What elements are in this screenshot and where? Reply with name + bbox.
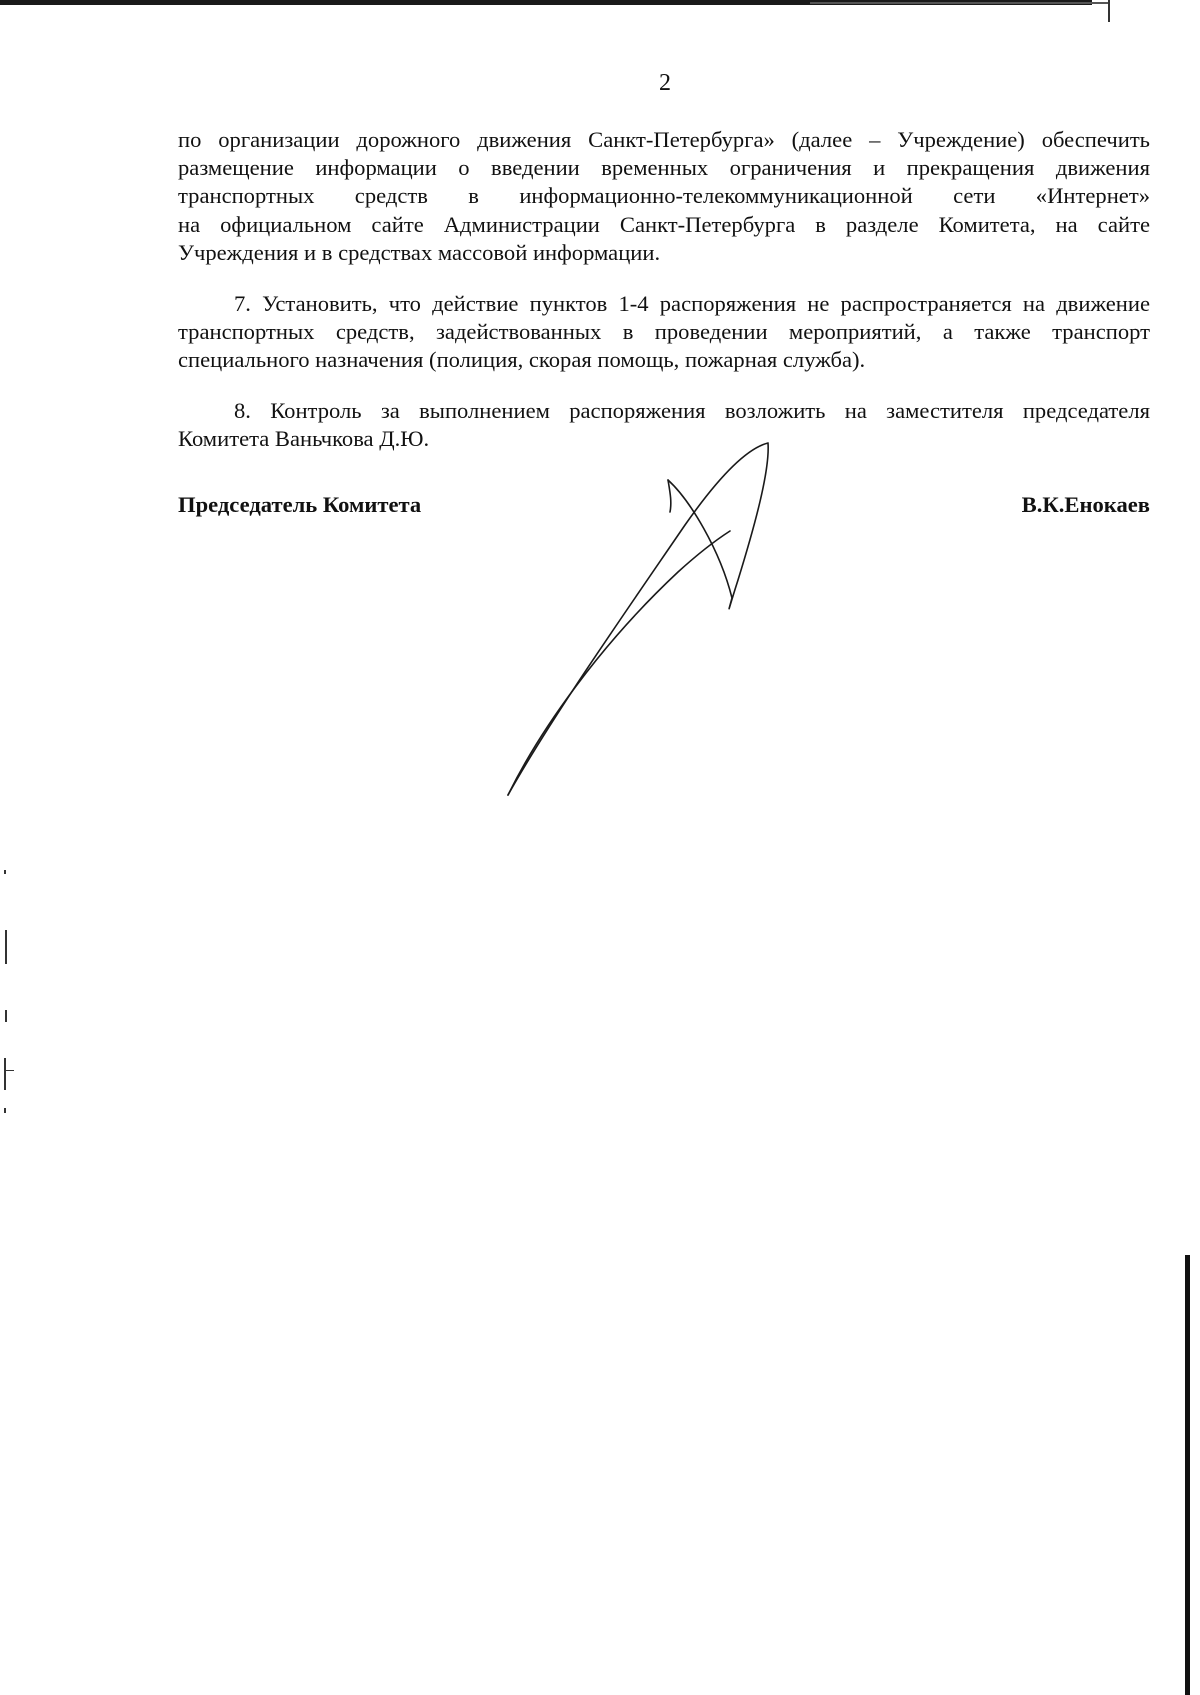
text-line: на официальном сайте Администрации Санкт-Петербурга в разделе Комитета, на сайте [178,211,1150,237]
text-line: размещение информации о введении временных ограничения и прекращения движения [178,155,1150,181]
text-line: Комитета Ваньчкова Д.Ю. [178,426,430,452]
text-line: 8. Контроль за выполнением распоряжения возложить на заместителя председателя [234,397,1150,423]
text-line: по организации дорожного движения Санкт-Петербурга» (далее – Учреждение) обеспечить [178,127,1150,152]
scan-border-top-thin [810,2,1110,4]
scan-edge-mark-left-5 [4,1070,14,1071]
scan-edge-mark-left-6 [4,1108,6,1113]
text-line: специального назначения (полиция, скорая помощь, пожарная служба). [178,347,866,373]
text-line: Учреждения и в средствах массовой информации. [178,239,661,265]
signature-stroke-return [508,531,730,795]
signature-stroke-hook [668,480,671,512]
text-line: транспортных средств, задействованных в проведении мероприятий, а также транспорт [178,318,1150,344]
text-line: транспортных средств в информационно-телекоммуникационной сети «Интернет» [178,183,1150,209]
document-body [178,126,1150,476]
handwritten-signature [480,430,820,810]
signatory-title: Председатель Комитета [178,492,422,517]
page-number: 2 [659,70,671,96]
scan-edge-mark-right-bottom [1185,1255,1190,1695]
scan-edge-mark-left-2 [5,930,7,964]
text-line: 7. Установить, что действие пунктов 1-4 распоряжения не распространяется на движение [234,290,1150,316]
signatory-name: В.К.Енокаев [1021,492,1150,517]
scan-edge-mark-left-1 [4,870,6,874]
scan-edge-mark-left-4 [4,1058,6,1090]
signature-stroke-main [508,443,768,795]
scan-edge-mark-right-top [1108,0,1110,22]
scan-edge-mark-left-3 [5,1010,7,1022]
